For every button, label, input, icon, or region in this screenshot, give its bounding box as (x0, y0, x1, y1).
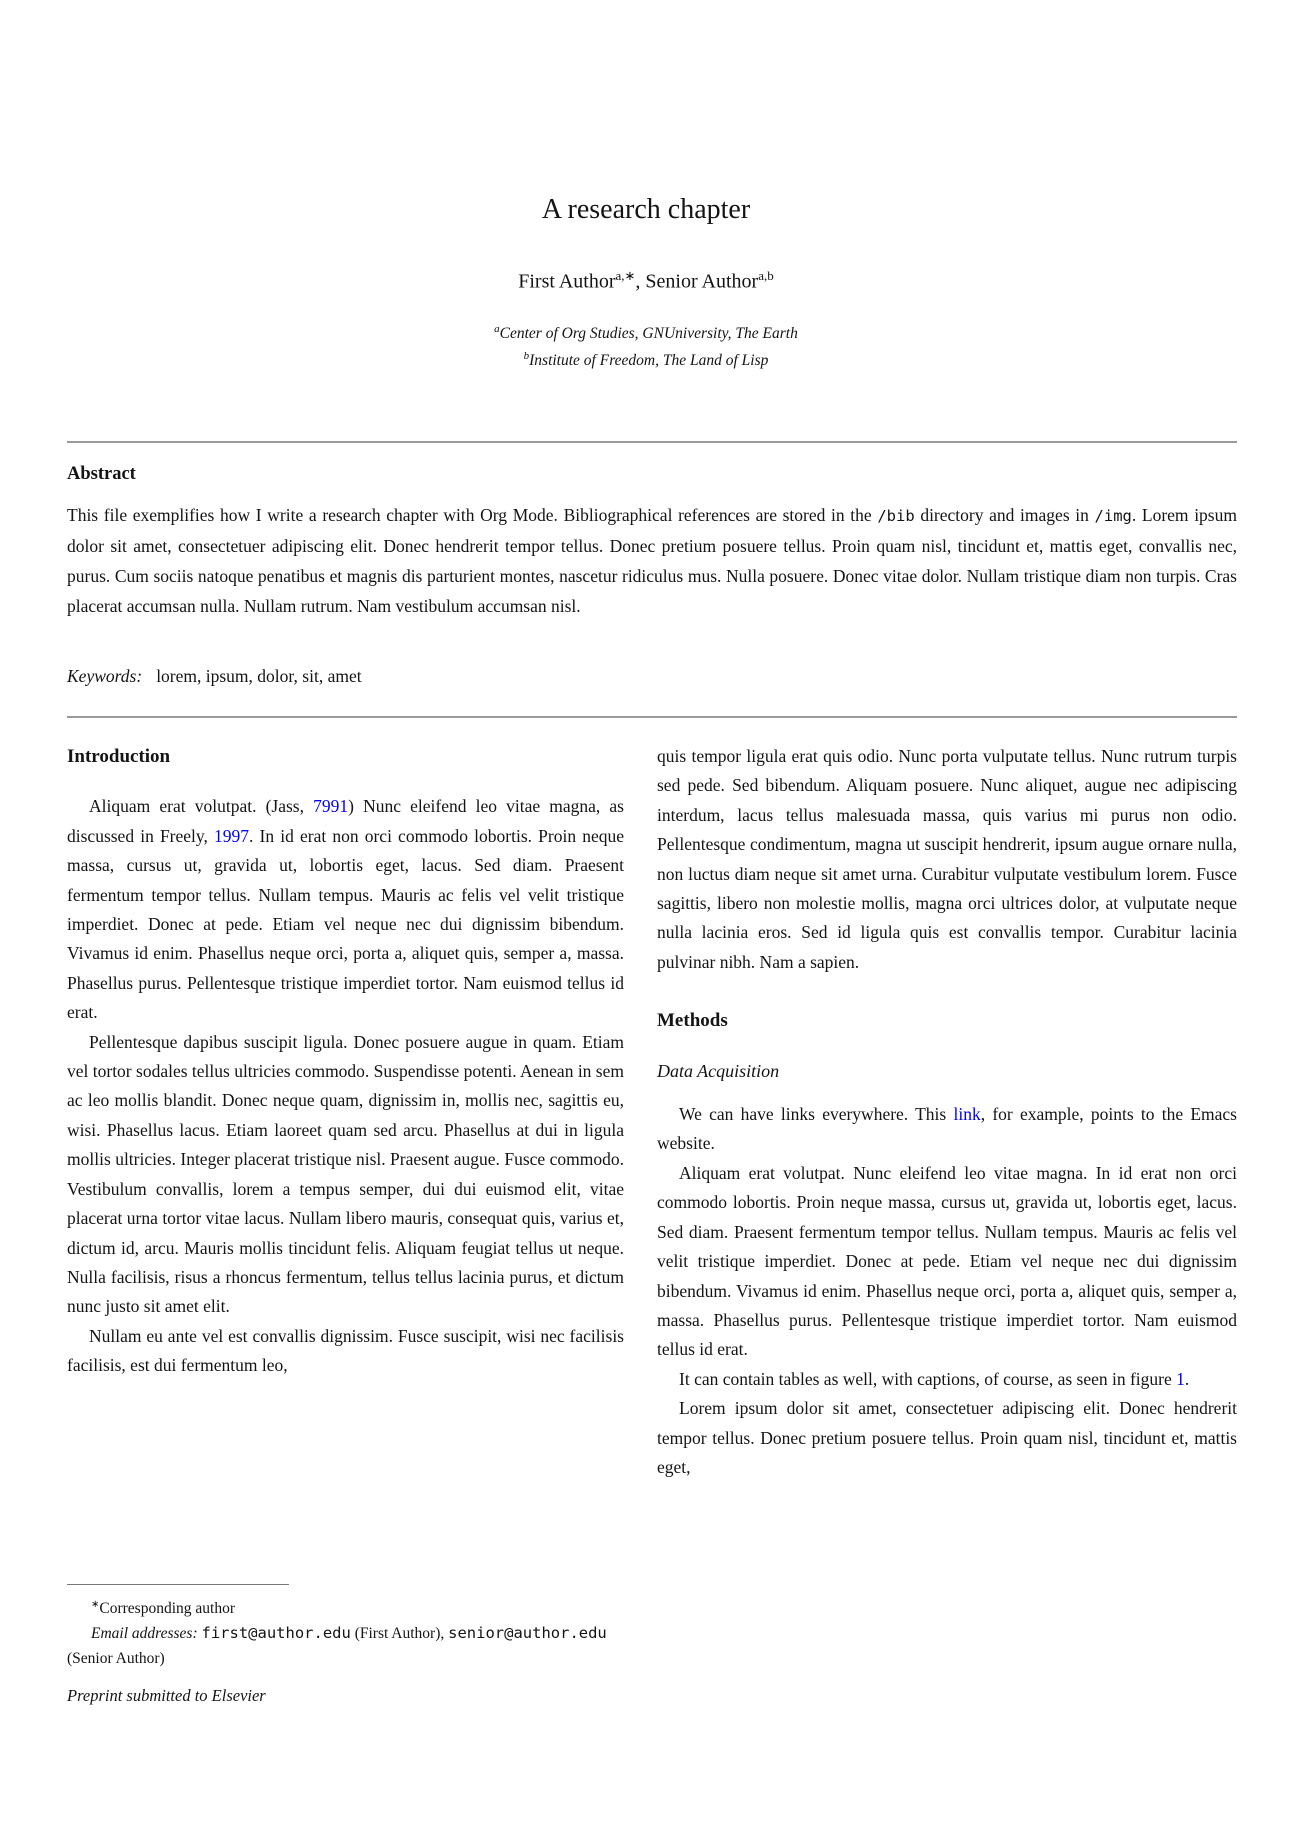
footnote-corresponding: ∗Corresponding author (91, 1599, 235, 1618)
intro-paragraph-1: Aliquam erat volutpat. (Jass, 7991) Nunc eleifend leo vitae magna, as discussed in Freely, 1997. In id erat non orci commodo lobortis. Proin neque massa, cursus ut, gravida ut, lobortis eget, lacus. Sed diam. Praesent fermentum tempor tellus. Nullam tempus. Mauris ac felis vel velit tristique imperdiet. Donec at pede. Etiam vel neque nec dui dignissim bibendum. Vivamus id enim. Phasellus neque orci, porta a, aliquet quis, semper a, massa. Phasellus purus. Pellentesque tristique imperdiet tortor. Nam euismod tellus id erat. (67, 796, 624, 1023)
citation-link-jass[interactable]: 7991 (313, 796, 349, 817)
author-separator: , (635, 270, 646, 293)
section-heading-introduction: Introduction (67, 746, 171, 767)
affiliation-b: $^b$Institute of Freedom, The Land of Lisp (523, 350, 769, 370)
methods-paragraph-4: Lorem ipsum dolor sit amet, consectetuer adipiscing elit. Donec hendrerit tempor tellus. Donec pretium posuere tellus. Proin quam nisl, tincidunt et, mattis eget, (657, 1398, 1237, 1477)
column-right (657, 742, 1237, 1482)
email-first[interactable]: first@author.edu (201, 1624, 351, 1643)
authors-line (0, 268, 1292, 294)
footnote-emails (67, 1621, 624, 1671)
keywords-line (67, 666, 1237, 687)
affiliations (0, 318, 1292, 372)
author-first: First Author (518, 270, 616, 293)
img-path-code: /img (1094, 507, 1132, 525)
intro-paragraph-3: Nullam eu ante vel est convallis dignissim. Fusce suscipit, wisi nec facilisis facilisis, est dui fermentum leo, (67, 1325, 624, 1376)
continuation-paragraph: quis tempor ligula erat quis odio. Nunc porta vulputate tellus. Nunc rutrum turpis sed pede. Sed bibendum. Aliquam posuere. Nunc aliquet, augue nec adipiscing interdum, lacus tellus malesuada massa, quis varius mi purus non odio. Pellentesque condimentum, magna ut suscipit hendrerit, ipsum augue ornare nulla, non luctus diam neque sit amet urna. Curabitur vulputate vestibulum lorem. Fusce sagittis, libero non molestie mollis, magna orci ultrices dolor, at vulputate neque nulla lacinia eros. Sed id ligula quis est convallis tempor. Curabitur lacinia pulvinar nibh. Nam a sapien. (657, 746, 1237, 972)
abstract-text: This file exemplifies how I write a research chapter with Org Mode. Bibliographical references are stored in the /bib directory and images in /img. Lorem ipsum dolor sit amet, consectetuer adipiscing elit. Donec hendrerit tempor tellus. Donec pretium posuere tellus. Proin quam nisl, tincidunt et, mattis eget, convallis nec, purus. Cum sociis natoque penatibus et magnis dis parturient montes, nascetur ridiculus mus. Nulla posuere. Donec vitae dolor. Nullam tristique diam non turpis. Cras placerat accumsan nulla. Nullam rutrum. Nam vestibulum accumsan nisl. (67, 505, 1237, 616)
subsection-heading-data-acquisition: Data Acquisition (657, 1060, 780, 1081)
affiliation-a-sup: a (494, 323, 500, 335)
methods-paragraph-figure: It can contain tables as well, with captions, of course, as seen in figure 1. (679, 1368, 1190, 1389)
preprint-note: Preprint submitted to Elsevier (67, 1686, 266, 1705)
divider-bottom (67, 716, 1237, 718)
abstract-heading: Abstract (67, 464, 136, 484)
email-label: Email addresses: (91, 1625, 198, 1643)
figure-ref-link[interactable]: 1 (1176, 1368, 1185, 1389)
keywords-label: Keywords: (67, 666, 143, 686)
affiliation-a: $^a$Center of Org Studies, GNUniversity, The Earth (494, 323, 798, 343)
affiliation-b-sup: b (523, 350, 530, 363)
email-first-name: (First Author), (350, 1625, 445, 1643)
author-senior: Senior Author (645, 270, 759, 293)
footnote-block (67, 1584, 624, 1671)
page-title: A research chapter (541, 194, 751, 225)
author-first-sup: a,∗ (615, 268, 636, 283)
citation-link-freely[interactable]: 1997 (214, 825, 250, 846)
divider-top (67, 441, 1237, 443)
keywords-text: lorem, ipsum, dolor, sit, amet (156, 666, 362, 686)
methods-paragraph-2: Aliquam erat volutpat. Nunc eleifend leo vitae magna. In id erat non orci commodo lobortis. Proin neque massa, cursus ut, gravida ut, lobortis eget, lacus. Sed diam. Praesent fermentum tempor tellus. Nullam tempus. Mauris ac felis vel velit tristique imperdiet. Donec at pede. Etiam vel neque nec dui dignissim bibendum. Vivamus id enim. Phasellus neque orci, porta a, aliquet quis, semper a, massa. Phasellus purus. Pellentesque tristique imperdiet tortor. Nam euismod tellus id erat. (657, 1162, 1237, 1360)
bib-path-code: /bib (877, 507, 915, 525)
emacs-website-link[interactable]: link (953, 1104, 981, 1125)
author-senior-sup: a,b (758, 268, 774, 283)
methods-paragraph-links: We can have links everywhere. This link, for example, points to the Emacs website. (657, 1104, 1237, 1154)
footnote-star: ∗ (91, 1599, 100, 1610)
email-senior[interactable]: senior@author.edu (448, 1624, 607, 1643)
section-heading-methods: Methods (657, 1010, 728, 1032)
body-columns (67, 742, 1237, 1482)
intro-paragraph-2: Pellentesque dapibus suscipit ligula. Donec posuere augue in quam. Etiam vel tortor sodales tellus ultricies commodo. Suspendisse potenti. Aenean in sem ac leo mollis blandit. Donec neque quam, dignissim in, mollis nec, sagittis eu, wisi. Phasellus lacus. Etiam laoreet quam sed arcu. Phasellus at dui in ligula mollis ultricies. Integer placerat tristique nisl. Praesent augue. Fusce commodo. Vestibulum convallis, lorem a tempus semper, dui dui euismod elit, vitae placerat urna tortor vitae lacus. Nullam libero mauris, consequat quis, varius et, dictum id, arcu. Mauris mollis tincidunt felis. Aliquam feugiat tellus ut neque. Nulla facilisis, risus a rhoncus fermentum, tellus tellus lacinia purus, et dictum nunc justo sit amet elit. (67, 1031, 624, 1317)
footnote-rule (67, 1584, 289, 1585)
email-senior-name: (Senior Author) (67, 1650, 165, 1668)
column-left (67, 742, 624, 1482)
